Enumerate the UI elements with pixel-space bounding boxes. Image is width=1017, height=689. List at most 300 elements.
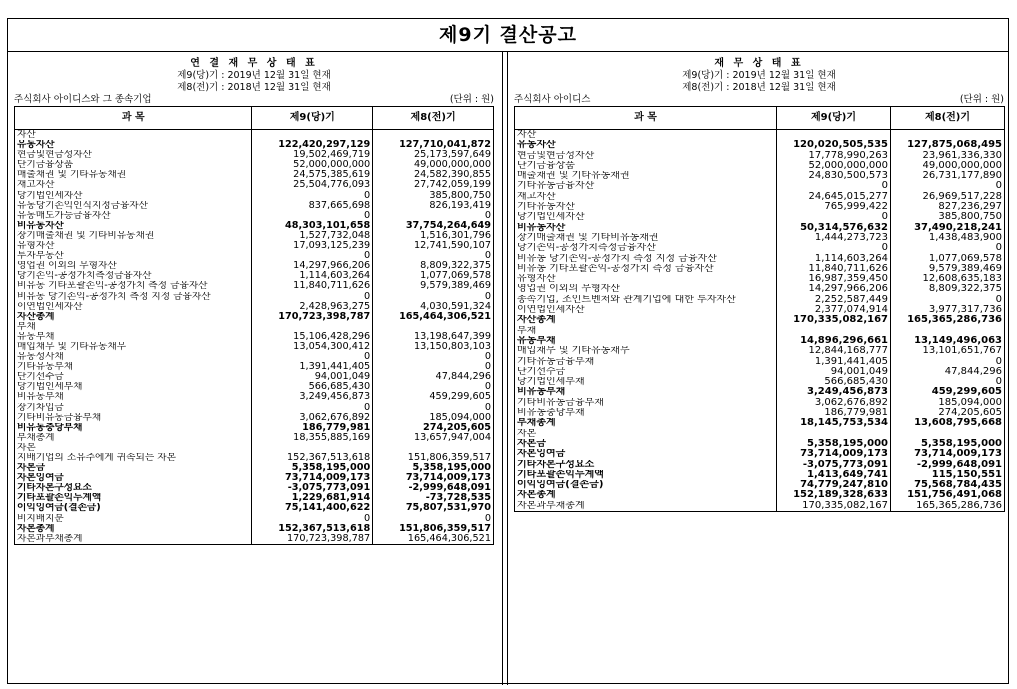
prior-value-cell: 37,490,218,241 <box>891 223 1005 233</box>
consolidated-statement-panel <box>14 52 494 545</box>
account-cell: 영업권 이외의 무형자산 <box>515 284 777 294</box>
table-row <box>515 408 1005 418</box>
current-value-cell <box>777 130 891 141</box>
current-value-cell <box>777 326 891 336</box>
statement-title: 연 결 재 무 상 태 표 <box>190 58 318 69</box>
table-row <box>15 483 494 493</box>
prior-value-cell: 0 <box>891 295 1005 305</box>
prior-value-cell: 165,365,286,736 <box>891 501 1005 512</box>
table-row <box>515 192 1005 202</box>
account-cell: 현금및현금성자산 <box>515 151 777 161</box>
account-cell: 부채 <box>515 326 777 336</box>
table-row <box>15 362 494 372</box>
table-row <box>15 534 494 545</box>
column-header-prior: 제8(전)기 <box>891 107 1005 130</box>
table-row <box>15 312 494 322</box>
table-header-row <box>515 107 1005 130</box>
account-cell: 유동매도가능금융자산 <box>15 211 252 221</box>
table-row <box>15 493 494 503</box>
table-row <box>515 181 1005 191</box>
account-cell: 기타유동자산 <box>515 202 777 212</box>
table-row <box>515 161 1005 171</box>
table-row <box>15 372 494 382</box>
table-row <box>515 305 1005 315</box>
account-cell: 유동당기손익인식지정금융자산 <box>15 201 252 211</box>
account-cell: 단기금융상품 <box>15 160 252 170</box>
table-row <box>515 315 1005 325</box>
prior-value-cell: 37,754,264,649 <box>373 221 494 231</box>
current-value-cell: 15,106,428,296 <box>252 332 373 342</box>
current-value-cell: 2,377,074,914 <box>777 305 891 315</box>
table-row <box>15 170 494 180</box>
account-cell: 매출채권 및 기타유동채권 <box>515 171 777 181</box>
account-cell: 장기매출채권 및 기타비유동채권 <box>515 233 777 243</box>
current-value-cell: 170,335,082,167 <box>777 315 891 325</box>
prior-value-cell: 274,205,605 <box>891 408 1005 418</box>
table-row <box>515 490 1005 500</box>
table-row <box>15 150 494 160</box>
table-row <box>515 460 1005 470</box>
account-cell: 자산총계 <box>515 315 777 325</box>
column-header-account: 과 목 <box>515 107 777 130</box>
account-cell: 자본금 <box>515 439 777 449</box>
current-value-cell: 1,229,681,914 <box>252 493 373 503</box>
prior-value-cell: 26,731,177,890 <box>891 171 1005 181</box>
prior-value-cell: 47,844,296 <box>891 367 1005 377</box>
current-value-cell: 120,020,505,535 <box>777 140 891 150</box>
current-value-cell: 1,391,441,405 <box>252 362 373 372</box>
account-cell: 비유동부채 <box>15 392 252 402</box>
current-value-cell: 765,999,422 <box>777 202 891 212</box>
table-row <box>15 332 494 342</box>
table-row <box>15 352 494 362</box>
account-cell: 이익잉여금(결손금) <box>15 503 252 513</box>
column-header-account: 과 목 <box>15 107 252 130</box>
table-row <box>515 470 1005 480</box>
current-value-cell: 14,297,966,206 <box>252 261 373 271</box>
table-row <box>515 223 1005 233</box>
current-value-cell: 1,527,732,048 <box>252 231 373 241</box>
prior-value-cell: 13,149,496,063 <box>891 336 1005 346</box>
current-value-cell: 50,314,576,632 <box>777 223 891 233</box>
prior-value-cell <box>373 322 494 332</box>
account-cell: 자본잉여금 <box>515 449 777 459</box>
prior-value-cell: 13,150,803,103 <box>373 342 494 352</box>
prior-value-cell: 1,077,069,578 <box>373 271 494 281</box>
prior-value-cell <box>891 429 1005 439</box>
account-cell: 비유동충당부채 <box>15 423 252 433</box>
account-cell: 당기손익-공정가치측정금융자산 <box>515 243 777 253</box>
period-current: 제9(당)기 : 2019년 12월 31일 현재 <box>682 70 836 81</box>
table-row <box>15 392 494 402</box>
account-cell: 기타유동부채 <box>15 362 252 372</box>
current-value-cell: 94,001,049 <box>252 372 373 382</box>
current-value-cell: 566,685,430 <box>777 377 891 387</box>
current-value-cell: 2,428,963,275 <box>252 302 373 312</box>
table-row <box>515 202 1005 212</box>
account-cell: 자본 <box>515 429 777 439</box>
account-cell: 비유동부채 <box>515 387 777 397</box>
table-row <box>15 514 494 524</box>
table-row <box>515 377 1005 387</box>
current-value-cell: 0 <box>252 352 373 362</box>
prior-value-cell: 127,710,041,872 <box>373 140 494 150</box>
table-row <box>15 322 494 332</box>
account-cell: 당기법인세부채 <box>515 377 777 387</box>
account-cell: 장기차입금 <box>15 403 252 413</box>
account-cell: 자본금 <box>15 463 252 473</box>
current-value-cell: 0 <box>252 251 373 261</box>
account-cell: 부채총계 <box>15 433 252 443</box>
prior-value-cell: 75,568,784,435 <box>891 480 1005 490</box>
current-value-cell: 5,358,195,000 <box>777 439 891 449</box>
current-value-cell: 18,145,753,534 <box>777 418 891 428</box>
account-cell: 유형자산 <box>15 241 252 251</box>
prior-value-cell: 0 <box>373 514 494 524</box>
current-value-cell: 1,114,603,264 <box>777 254 891 264</box>
account-cell: 단기선수금 <box>15 372 252 382</box>
table-row <box>15 463 494 473</box>
prior-value-cell: -2,999,648,091 <box>373 483 494 493</box>
table-row <box>515 212 1005 222</box>
current-value-cell: 186,779,981 <box>777 408 891 418</box>
table-row <box>515 151 1005 161</box>
table-row <box>515 480 1005 490</box>
prior-value-cell: 3,977,317,736 <box>891 305 1005 315</box>
prior-value-cell: 5,358,195,000 <box>373 463 494 473</box>
prior-value-cell: 12,741,590,107 <box>373 241 494 251</box>
current-value-cell: 1,391,441,405 <box>777 357 891 367</box>
account-cell: 재고자산 <box>15 180 252 190</box>
current-value-cell: 837,665,698 <box>252 201 373 211</box>
prior-value-cell: 0 <box>373 362 494 372</box>
prior-value-cell: 127,875,068,495 <box>891 140 1005 150</box>
table-row <box>15 524 494 534</box>
account-cell: 매출채권 및 기타유동채권 <box>15 170 252 180</box>
current-value-cell: 3,062,676,892 <box>777 398 891 408</box>
table-row <box>15 433 494 443</box>
period-prior: 제8(전)기 : 2018년 12월 31일 현재 <box>682 82 836 93</box>
table-row <box>515 336 1005 346</box>
current-value-cell <box>252 130 373 141</box>
table-body <box>15 130 494 545</box>
prior-value-cell: 8,809,322,375 <box>891 284 1005 294</box>
prior-value-cell: 26,969,517,228 <box>891 192 1005 202</box>
notice-frame <box>7 18 1009 684</box>
separate-statement-panel <box>514 52 1004 512</box>
prior-value-cell: 4,030,591,324 <box>373 302 494 312</box>
current-value-cell: -3,075,773,091 <box>777 460 891 470</box>
prior-value-cell: 165,464,306,521 <box>373 312 494 322</box>
current-value-cell <box>777 429 891 439</box>
current-value-cell: 18,355,885,169 <box>252 433 373 443</box>
table-row <box>15 342 494 352</box>
table-row <box>15 281 494 291</box>
table-body <box>515 130 1005 512</box>
current-value-cell: 0 <box>252 211 373 221</box>
current-value-cell: 0 <box>252 514 373 524</box>
table-row <box>515 171 1005 181</box>
account-cell: 기타유동금융부채 <box>515 357 777 367</box>
table-row <box>515 418 1005 428</box>
account-cell: 비유동 기타포괄손익-공정가치 측정 금융자산 <box>515 264 777 274</box>
unit-label: (단위 : 원) <box>449 94 494 105</box>
prior-value-cell: 0 <box>373 382 494 392</box>
current-value-cell: 94,001,049 <box>777 367 891 377</box>
current-value-cell: 0 <box>252 292 373 302</box>
account-cell: 자본 <box>15 443 252 453</box>
current-value-cell: 13,054,300,412 <box>252 342 373 352</box>
prior-value-cell: 8,809,322,375 <box>373 261 494 271</box>
current-value-cell: 24,830,500,573 <box>777 171 891 181</box>
prior-value-cell: -73,728,535 <box>373 493 494 503</box>
current-value-cell: 0 <box>252 403 373 413</box>
current-value-cell: 152,367,513,618 <box>252 524 373 534</box>
prior-value-cell: 165,365,286,736 <box>891 315 1005 325</box>
current-value-cell: 186,779,981 <box>252 423 373 433</box>
statement-title: 재 무 상 태 표 <box>714 58 804 69</box>
column-header-prior: 제8(전)기 <box>373 107 494 130</box>
prior-value-cell: 0 <box>373 211 494 221</box>
table-row <box>515 346 1005 356</box>
table-row <box>515 367 1005 377</box>
table-row <box>15 160 494 170</box>
account-cell: 매입채무 및 기타유동채무 <box>515 346 777 356</box>
current-value-cell: 12,844,168,777 <box>777 346 891 356</box>
page-title: 제9기 결산공고 <box>8 19 1008 52</box>
table-row <box>15 140 494 150</box>
prior-value-cell: 1,516,301,796 <box>373 231 494 241</box>
current-value-cell: 2,252,587,449 <box>777 295 891 305</box>
prior-value-cell: 73,714,009,173 <box>373 473 494 483</box>
prior-value-cell: 151,806,359,517 <box>373 524 494 534</box>
current-value-cell: 52,000,000,000 <box>252 160 373 170</box>
current-value-cell: 5,358,195,000 <box>252 463 373 473</box>
prior-value-cell: 151,756,491,068 <box>891 490 1005 500</box>
account-cell: 유동성사채 <box>15 352 252 362</box>
current-value-cell: 16,987,359,450 <box>777 274 891 284</box>
table-row <box>15 211 494 221</box>
period-current: 제9(당)기 : 2019년 12월 31일 현재 <box>177 70 331 81</box>
account-cell: 자본과부채총계 <box>515 501 777 512</box>
current-value-cell: 0 <box>777 243 891 253</box>
account-cell: 지배기업의 소유주에게 귀속되는 자본 <box>15 453 252 463</box>
table-row <box>15 302 494 312</box>
account-cell: 자산 <box>515 130 777 141</box>
prior-value-cell: 12,608,635,183 <box>891 274 1005 284</box>
account-cell: 비유동충당부채 <box>515 408 777 418</box>
account-cell: 자산 <box>15 130 252 141</box>
prior-value-cell: 13,657,947,004 <box>373 433 494 443</box>
prior-value-cell: 385,800,750 <box>891 212 1005 222</box>
prior-value-cell: 385,800,750 <box>373 191 494 201</box>
prior-value-cell: 459,299,605 <box>891 387 1005 397</box>
prior-value-cell: 23,961,336,330 <box>891 151 1005 161</box>
prior-value-cell: 47,844,296 <box>373 372 494 382</box>
table-row <box>515 233 1005 243</box>
prior-value-cell: 0 <box>891 377 1005 387</box>
table-row <box>515 284 1005 294</box>
account-cell: 기타포괄손익누계액 <box>515 470 777 480</box>
current-value-cell: 11,840,711,626 <box>252 281 373 291</box>
table-row <box>515 387 1005 397</box>
table-row <box>15 503 494 513</box>
account-cell: 재고자산 <box>515 192 777 202</box>
current-value-cell: 17,778,990,263 <box>777 151 891 161</box>
current-value-cell: 25,504,776,093 <box>252 180 373 190</box>
current-value-cell: 75,141,400,622 <box>252 503 373 513</box>
prior-value-cell: 0 <box>891 357 1005 367</box>
account-cell: 당기법인세자산 <box>515 212 777 222</box>
current-value-cell: 19,502,469,719 <box>252 150 373 160</box>
current-value-cell: 1,413,649,741 <box>777 470 891 480</box>
prior-value-cell: 13,101,651,767 <box>891 346 1005 356</box>
account-cell: 장기매출채권 및 기타비유동채권 <box>15 231 252 241</box>
account-cell: 유동부채 <box>15 332 252 342</box>
account-cell: 기타자본구성요소 <box>15 483 252 493</box>
account-cell: 비유동 당기손익-공정가치 측정 지정 금융자산 <box>15 292 252 302</box>
current-value-cell: 3,062,676,892 <box>252 413 373 423</box>
prior-value-cell: 0 <box>373 292 494 302</box>
current-value-cell: 122,420,297,129 <box>252 140 373 150</box>
current-value-cell <box>252 443 373 453</box>
separate-statement-header <box>514 58 1004 94</box>
table-row <box>15 231 494 241</box>
prior-value-cell: 5,358,195,000 <box>891 439 1005 449</box>
unit-label: (단위 : 원) <box>959 94 1004 105</box>
period-prior: 제8(전)기 : 2018년 12월 31일 현재 <box>177 82 331 93</box>
table-row <box>15 292 494 302</box>
company-name: 주식회사 아이디스와 그 종속기업 <box>14 94 152 105</box>
account-cell: 비유동자산 <box>15 221 252 231</box>
consolidated-statement-header <box>14 58 494 94</box>
account-cell: 유동자산 <box>15 140 252 150</box>
current-value-cell: 1,114,603,264 <box>252 271 373 281</box>
account-cell: 영업권 이외의 무형자산 <box>15 261 252 271</box>
prior-value-cell: 25,173,597,649 <box>373 150 494 160</box>
prior-value-cell: 75,807,531,970 <box>373 503 494 513</box>
account-cell: 기타비유동금융부채 <box>15 413 252 423</box>
column-header-current: 제9(당)기 <box>252 107 373 130</box>
prior-value-cell: 0 <box>373 352 494 362</box>
current-value-cell: 0 <box>777 212 891 222</box>
current-value-cell: -3,075,773,091 <box>252 483 373 493</box>
table-row <box>15 382 494 392</box>
account-cell: 비유동자산 <box>515 223 777 233</box>
table-row <box>15 221 494 231</box>
account-cell: 자본총계 <box>515 490 777 500</box>
table-row <box>15 130 494 141</box>
table-row <box>515 140 1005 150</box>
current-value-cell: 152,367,513,618 <box>252 453 373 463</box>
account-cell: 자본잉여금 <box>15 473 252 483</box>
table-row <box>15 180 494 190</box>
table-row <box>515 326 1005 336</box>
consolidated-balance-table <box>14 106 494 545</box>
current-value-cell: 170,335,082,167 <box>777 501 891 512</box>
prior-value-cell: 185,094,000 <box>373 413 494 423</box>
prior-value-cell: 165,464,306,521 <box>373 534 494 545</box>
prior-value-cell: 459,299,605 <box>373 392 494 402</box>
table-row <box>515 429 1005 439</box>
account-cell: 유동자산 <box>515 140 777 150</box>
table-row <box>15 413 494 423</box>
prior-value-cell: 1,438,483,900 <box>891 233 1005 243</box>
account-cell: 현금및현금성자산 <box>15 150 252 160</box>
account-cell: 당기법인세부채 <box>15 382 252 392</box>
table-row <box>515 439 1005 449</box>
table-row <box>515 243 1005 253</box>
table-row <box>15 443 494 453</box>
current-value-cell: 3,249,456,873 <box>777 387 891 397</box>
account-cell: 비지배지분 <box>15 514 252 524</box>
account-cell: 자본총계 <box>15 524 252 534</box>
current-value-cell: 24,645,015,277 <box>777 192 891 202</box>
separate-balance-table <box>514 106 1005 512</box>
company-line <box>514 94 1004 106</box>
table-row <box>515 295 1005 305</box>
prior-value-cell: 185,094,000 <box>891 398 1005 408</box>
account-cell: 이연법인세자산 <box>515 305 777 315</box>
current-value-cell: 24,575,385,619 <box>252 170 373 180</box>
account-cell: 유형자산 <box>515 274 777 284</box>
prior-value-cell: 115,150,551 <box>891 470 1005 480</box>
prior-value-cell: 9,579,389,469 <box>373 281 494 291</box>
table-row <box>15 261 494 271</box>
current-value-cell: 11,840,711,626 <box>777 264 891 274</box>
table-row <box>515 254 1005 264</box>
table-row <box>15 423 494 433</box>
current-value-cell: 170,723,398,787 <box>252 534 373 545</box>
current-value-cell: 73,714,009,173 <box>777 449 891 459</box>
table-row <box>15 403 494 413</box>
prior-value-cell: 49,000,000,000 <box>891 161 1005 171</box>
prior-value-cell: 0 <box>373 403 494 413</box>
company-name: 주식회사 아이디스 <box>514 94 591 105</box>
prior-value-cell: 151,806,359,517 <box>373 453 494 463</box>
current-value-cell: 17,093,125,239 <box>252 241 373 251</box>
prior-value-cell: 827,236,297 <box>891 202 1005 212</box>
panel-divider <box>502 52 508 685</box>
table-row <box>515 449 1005 459</box>
account-cell: 이익잉여금(결손금) <box>515 480 777 490</box>
account-cell: 유동부채 <box>515 336 777 346</box>
table-row <box>515 274 1005 284</box>
account-cell: 투자부동산 <box>15 251 252 261</box>
current-value-cell: 152,189,328,633 <box>777 490 891 500</box>
prior-value-cell <box>373 130 494 141</box>
prior-value-cell <box>891 130 1005 141</box>
account-cell: 단기금융상품 <box>515 161 777 171</box>
prior-value-cell: 73,714,009,173 <box>891 449 1005 459</box>
current-value-cell: 1,444,273,723 <box>777 233 891 243</box>
account-cell: 자산총계 <box>15 312 252 322</box>
account-cell: 부채총계 <box>515 418 777 428</box>
current-value-cell <box>252 322 373 332</box>
prior-value-cell: 9,579,389,469 <box>891 264 1005 274</box>
table-row <box>15 473 494 483</box>
table-header-row <box>15 107 494 130</box>
account-cell: 부채 <box>15 322 252 332</box>
current-value-cell: 566,685,430 <box>252 382 373 392</box>
account-cell: 이연법인세자산 <box>15 302 252 312</box>
table-row <box>15 251 494 261</box>
account-cell: 당기손익-공정가치측정금융자산 <box>15 271 252 281</box>
table-row <box>15 191 494 201</box>
table-row <box>515 130 1005 141</box>
account-cell: 비유동 당기손익-공정가치 측정 지정 금융자산 <box>515 254 777 264</box>
table-row <box>515 264 1005 274</box>
